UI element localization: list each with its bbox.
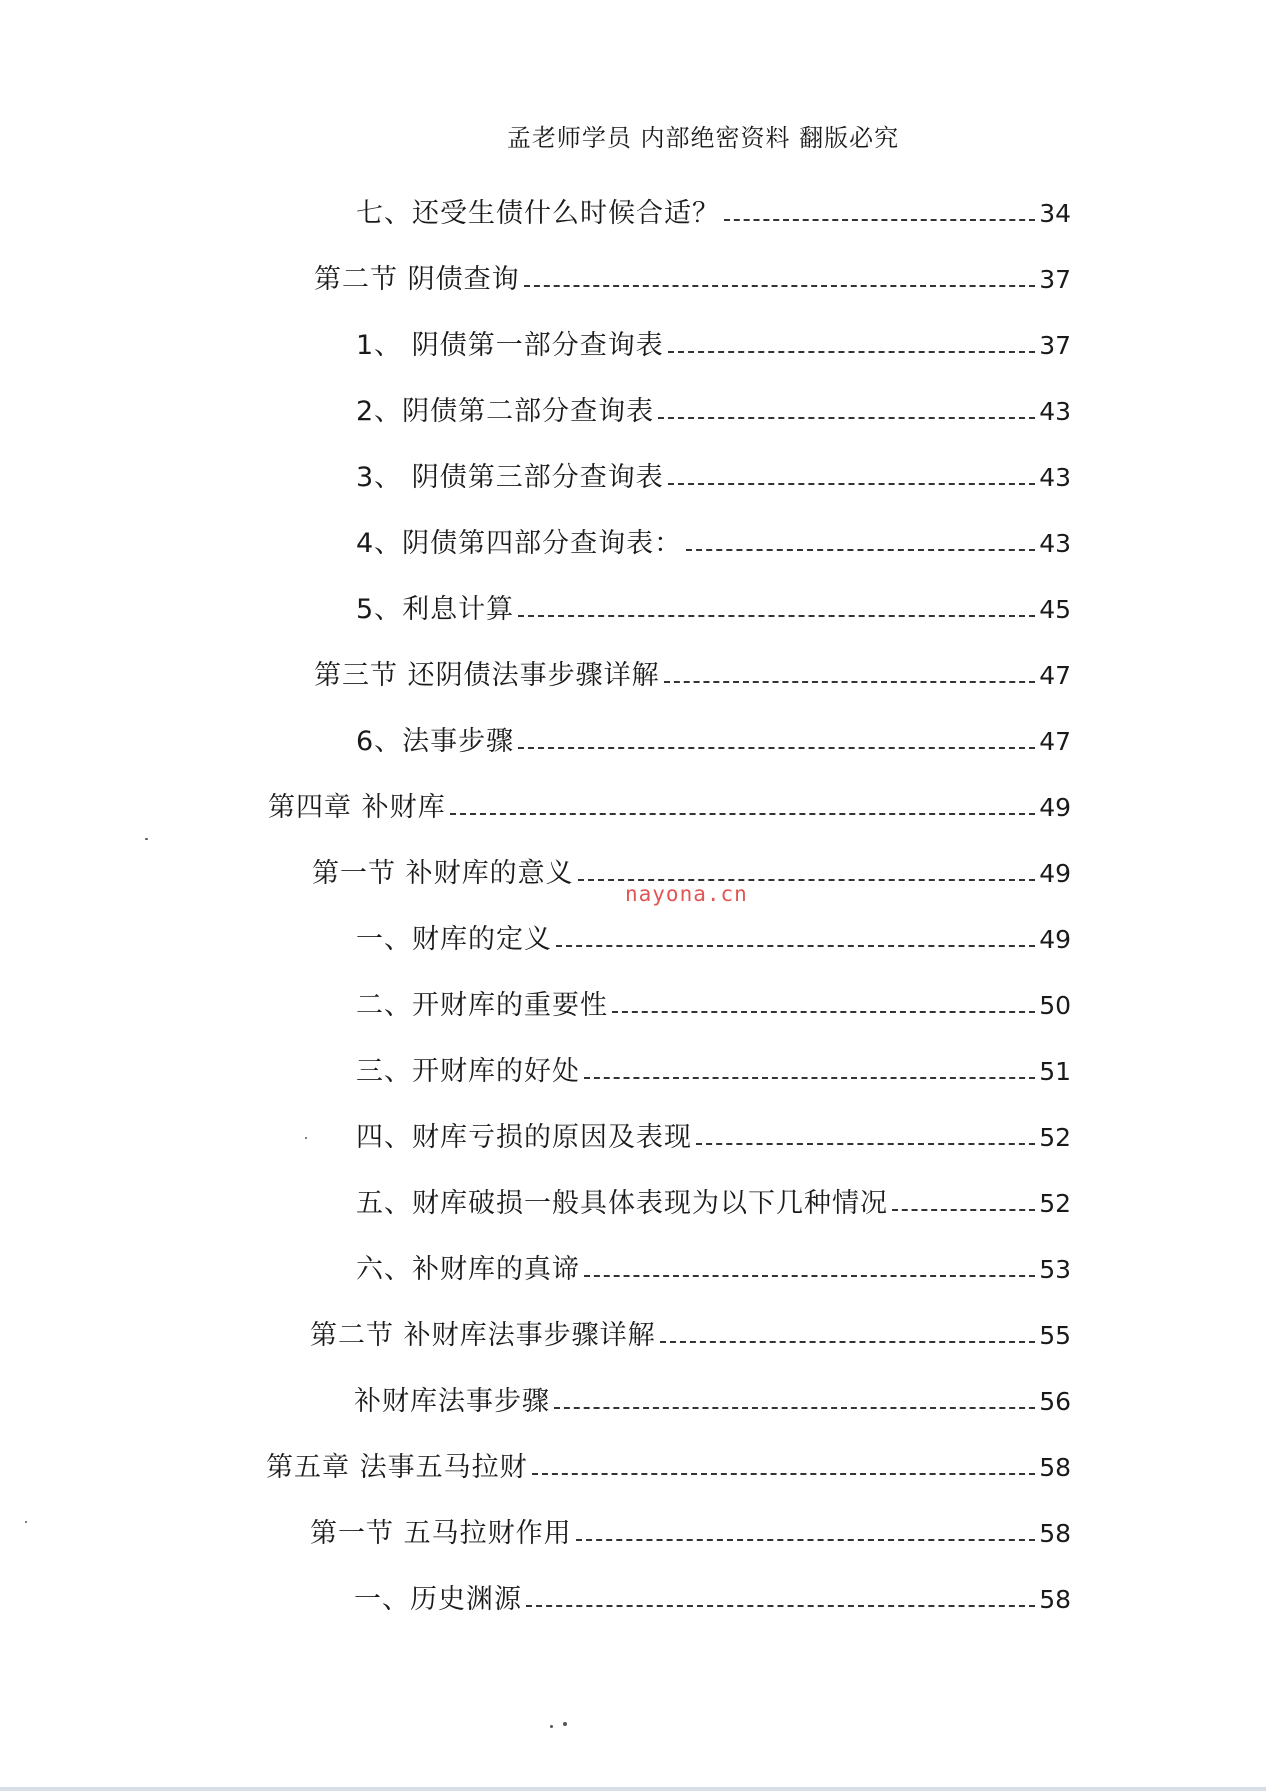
- dot-leader: [612, 1011, 1035, 1013]
- toc-entry-title: 第一节 五马拉财作用: [310, 1518, 572, 1549]
- toc-entry-page: 37: [1039, 331, 1071, 360]
- toc-entry-title: 5、利息计算: [356, 594, 515, 625]
- toc-entry-page: 49: [1039, 859, 1071, 888]
- toc-entry-title: 第五章 法事五马拉财: [266, 1452, 528, 1483]
- dot-leader: [686, 549, 1035, 551]
- dot-leader: [450, 813, 1036, 815]
- toc-entry-page: 56: [1039, 1387, 1071, 1416]
- dot-leader: [518, 747, 1035, 749]
- dot-leader: [578, 879, 1036, 881]
- toc-entry: [354, 1580, 1071, 1620]
- toc-entry: [356, 920, 1071, 960]
- toc-entry-title: 二、开财库的重要性: [356, 990, 608, 1021]
- toc-entry-page: 52: [1039, 1189, 1071, 1218]
- dot-leader: [518, 615, 1035, 617]
- toc-entry: [356, 194, 1071, 234]
- toc-entry: [356, 1052, 1071, 1092]
- toc-entry-title: 第一节 补财库的意义: [312, 858, 574, 889]
- toc-entry: [356, 1184, 1071, 1224]
- toc-entry: [356, 392, 1071, 432]
- toc-entry: [354, 1382, 1071, 1422]
- toc-entry-title: 第二节 补财库法事步骤详解: [310, 1320, 656, 1351]
- toc-entry: [356, 590, 1071, 630]
- toc-entry-title: 4、阴债第四部分查询表：: [356, 528, 683, 559]
- dot-leader: [668, 351, 1035, 353]
- toc-entry-page: 49: [1039, 925, 1071, 954]
- toc-entry-title: 一、财库的定义: [356, 924, 552, 955]
- toc-entry-title: 补财库法事步骤: [354, 1386, 550, 1417]
- toc-entry-page: 43: [1039, 397, 1071, 426]
- toc-entry-page: 45: [1039, 595, 1071, 624]
- toc-entry-title: 第四章 补财库: [268, 792, 446, 823]
- document-header: 孟老师学员 内部绝密资料 翻版必究: [506, 124, 900, 152]
- toc-entry: [314, 260, 1071, 300]
- dot-leader: [658, 417, 1035, 419]
- toc-entry: [356, 524, 1071, 564]
- toc-entry-page: 52: [1039, 1123, 1071, 1152]
- watermark-text: nayona.cn: [625, 882, 748, 906]
- toc-entry-page: 43: [1039, 529, 1071, 558]
- toc-entry-title: 三、开财库的好处: [356, 1056, 580, 1087]
- dot-leader: [664, 681, 1036, 683]
- dot-leader: [584, 1275, 1035, 1277]
- toc-entry-page: 37: [1039, 265, 1071, 294]
- toc-entry: [314, 656, 1071, 696]
- toc-entry: [356, 326, 1071, 366]
- toc-entry: [356, 986, 1071, 1026]
- dot-leader: [892, 1209, 1035, 1211]
- dot-leader: [584, 1077, 1035, 1079]
- scan-speck: [145, 838, 148, 840]
- toc-entry-page: 49: [1039, 793, 1071, 822]
- toc-entry-page: 50: [1039, 991, 1071, 1020]
- dot-leader: [524, 285, 1036, 287]
- toc-entry-page: 47: [1039, 661, 1071, 690]
- toc-entry: [268, 788, 1071, 828]
- dot-leader: [660, 1341, 1036, 1343]
- toc-entry-title: 第二节 阴债查询: [314, 264, 520, 295]
- toc-entry-page: 47: [1039, 727, 1071, 756]
- dot-leader: [554, 1407, 1035, 1409]
- toc-entry: [356, 458, 1071, 498]
- toc-entry-page: 53: [1039, 1255, 1071, 1284]
- dot-leader: [724, 219, 1035, 221]
- toc-entry: [310, 1316, 1071, 1356]
- toc-entry-title: 一、历史渊源: [354, 1584, 522, 1615]
- toc-entry: [356, 722, 1071, 762]
- toc-entry-page: 58: [1039, 1585, 1071, 1614]
- toc-entry-title: 五、财库破损一般具体表现为以下几种情况: [356, 1188, 888, 1219]
- toc-entry-page: 51: [1039, 1057, 1071, 1086]
- toc-entry-page: 34: [1039, 199, 1071, 228]
- toc-entry-title: 第三节 还阴债法事步骤详解: [314, 660, 660, 691]
- toc-entry-title: 1、 阴债第一部分查询表: [356, 330, 664, 361]
- toc-entry-title: 2、阴债第二部分查询表: [356, 396, 655, 427]
- toc-entry: [266, 1448, 1071, 1488]
- scan-speck: [305, 1137, 307, 1139]
- toc-entry-page: 55: [1039, 1321, 1071, 1350]
- toc-entry: [310, 1514, 1071, 1554]
- toc-entry-page: 58: [1039, 1519, 1071, 1548]
- toc-entry: [356, 1118, 1071, 1158]
- toc-entry-title: 七、还受生债什么时候合适？: [356, 198, 720, 229]
- scan-speck: [550, 1725, 553, 1728]
- dot-leader: [532, 1473, 1036, 1475]
- toc-entry-page: 58: [1039, 1453, 1071, 1482]
- dot-leader: [668, 483, 1035, 485]
- toc-entry: [356, 1250, 1071, 1290]
- toc-entry-title: 3、 阴债第三部分查询表: [356, 462, 664, 493]
- dot-leader: [696, 1143, 1035, 1145]
- dot-leader: [556, 945, 1035, 947]
- toc-entry-title: 6、法事步骤: [356, 726, 515, 757]
- page-bottom-edge: [0, 1787, 1266, 1791]
- toc-entry-page: 43: [1039, 463, 1071, 492]
- scan-speck: [563, 1722, 567, 1726]
- toc-entry-title: 四、财库亏损的原因及表现: [356, 1122, 692, 1153]
- scan-speck: [25, 1521, 27, 1523]
- dot-leader: [576, 1539, 1036, 1541]
- toc-entry-title: 六、补财库的真谛: [356, 1254, 580, 1285]
- dot-leader: [526, 1605, 1035, 1607]
